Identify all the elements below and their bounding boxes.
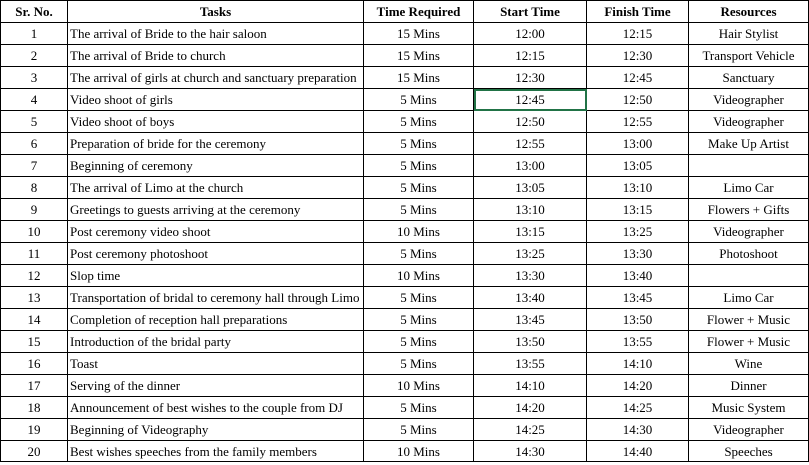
task-cell[interactable]: Greetings to guests arriving at the ceremony xyxy=(68,199,364,221)
table-row xyxy=(1,45,809,67)
resource-cell[interactable]: Speeches xyxy=(689,441,809,463)
time-required-cell[interactable]: 10 Mins xyxy=(364,441,474,463)
table-row xyxy=(1,397,809,419)
resource-cell[interactable]: Make Up Artist xyxy=(689,133,809,155)
resource-cell[interactable]: Flower + Music xyxy=(689,309,809,331)
resource-cell[interactable]: Flower + Music xyxy=(689,331,809,353)
table-row xyxy=(1,89,809,111)
finish-time-cell[interactable]: 14:20 xyxy=(587,375,689,397)
task-cell[interactable]: The arrival of girls at church and sanctuary preparation xyxy=(68,67,364,89)
task-cell[interactable]: The arrival of Bride to church xyxy=(68,45,364,67)
resource-cell[interactable] xyxy=(689,265,809,287)
time-required-cell[interactable]: 5 Mins xyxy=(364,133,474,155)
finish-time-cell[interactable]: 13:15 xyxy=(587,199,689,221)
task-cell[interactable]: Post ceremony video shoot xyxy=(68,221,364,243)
table-row xyxy=(1,23,809,45)
time-required-cell[interactable]: 10 Mins xyxy=(364,375,474,397)
start-time-cell[interactable]: 14:30 xyxy=(474,441,587,463)
resource-cell[interactable]: Hair Stylist xyxy=(689,23,809,45)
resource-cell[interactable]: Limo Car xyxy=(689,287,809,309)
finish-time-cell[interactable]: 13:45 xyxy=(587,287,689,309)
finish-time-cell[interactable]: 13:10 xyxy=(587,177,689,199)
task-cell[interactable]: Post ceremony photoshoot xyxy=(68,243,364,265)
table-row xyxy=(1,67,809,89)
start-time-cell[interactable]: 12:55 xyxy=(474,133,587,155)
time-required-cell[interactable]: 5 Mins xyxy=(364,397,474,419)
resource-cell[interactable] xyxy=(689,155,809,177)
task-cell[interactable]: Introduction of the bridal party xyxy=(68,331,364,353)
task-cell[interactable]: The arrival of Limo at the church xyxy=(68,177,364,199)
table-row xyxy=(1,221,809,243)
next-row-edge xyxy=(0,461,809,465)
finish-time-cell[interactable]: 13:30 xyxy=(587,243,689,265)
resource-cell[interactable]: Photoshoot xyxy=(689,243,809,265)
sr-no-cell[interactable]: 12 xyxy=(1,265,68,287)
start-time-cell[interactable]: 13:40 xyxy=(474,287,587,309)
sr-no-cell[interactable]: 13 xyxy=(1,287,68,309)
time-required-cell[interactable]: 5 Mins xyxy=(364,353,474,375)
finish-time-cell[interactable]: 12:50 xyxy=(587,89,689,111)
time-required-cell[interactable]: 5 Mins xyxy=(364,111,474,133)
finish-time-cell[interactable]: 13:55 xyxy=(587,331,689,353)
start-time-cell[interactable]: 12:00 xyxy=(474,23,587,45)
finish-time-cell[interactable]: 14:10 xyxy=(587,353,689,375)
time-required-cell[interactable]: 10 Mins xyxy=(364,221,474,243)
start-time-cell[interactable]: 13:30 xyxy=(474,265,587,287)
resource-cell[interactable]: Limo Car xyxy=(689,177,809,199)
task-cell[interactable]: Video shoot of boys xyxy=(68,111,364,133)
sr-no-cell[interactable]: 5 xyxy=(1,111,68,133)
time-required-cell[interactable]: 15 Mins xyxy=(364,45,474,67)
start-time-cell[interactable]: 13:45 xyxy=(474,309,587,331)
time-required-cell[interactable]: 15 Mins xyxy=(364,23,474,45)
table-row xyxy=(1,375,809,397)
start-time-cell[interactable]: 13:05 xyxy=(474,177,587,199)
task-cell[interactable]: Best wishes speeches from the family members xyxy=(68,441,364,463)
resource-cell[interactable]: Wine xyxy=(689,353,809,375)
sr-no-cell[interactable]: 17 xyxy=(1,375,68,397)
task-cell[interactable]: Transportation of bridal to ceremony hall through Limo xyxy=(68,287,364,309)
header-tasks[interactable]: Tasks xyxy=(68,1,364,23)
time-required-cell[interactable]: 5 Mins xyxy=(364,177,474,199)
task-cell[interactable]: Serving of the dinner xyxy=(68,375,364,397)
task-cell[interactable]: Beginning of Videography xyxy=(68,419,364,441)
finish-time-cell[interactable]: 12:15 xyxy=(587,23,689,45)
resource-cell[interactable]: Dinner xyxy=(689,375,809,397)
time-required-cell[interactable]: 5 Mins xyxy=(364,331,474,353)
time-required-cell[interactable]: 5 Mins xyxy=(364,243,474,265)
start-time-cell[interactable]: 13:55 xyxy=(474,353,587,375)
finish-time-cell[interactable]: 13:25 xyxy=(587,221,689,243)
sr-no-cell[interactable]: 8 xyxy=(1,177,68,199)
table-row xyxy=(1,353,809,375)
task-cell[interactable]: Toast xyxy=(68,353,364,375)
start-time-cell[interactable]: 14:10 xyxy=(474,375,587,397)
start-time-cell-selected[interactable]: 12:45 xyxy=(474,89,587,111)
start-time-cell[interactable]: 13:25 xyxy=(474,243,587,265)
time-required-cell[interactable]: 5 Mins xyxy=(364,89,474,111)
header-finish-time[interactable]: Finish Time xyxy=(587,1,689,23)
table-row xyxy=(1,331,809,353)
start-time-cell[interactable]: 13:50 xyxy=(474,331,587,353)
header-start-time[interactable]: Start Time xyxy=(474,1,587,23)
header-resources[interactable]: Resources xyxy=(689,1,809,23)
sr-no-cell[interactable]: 3 xyxy=(1,67,68,89)
start-time-cell[interactable]: 13:10 xyxy=(474,199,587,221)
start-time-cell[interactable]: 14:20 xyxy=(474,397,587,419)
time-required-cell[interactable]: 5 Mins xyxy=(364,199,474,221)
sr-no-cell[interactable]: 20 xyxy=(1,441,68,463)
task-cell[interactable]: Slop time xyxy=(68,265,364,287)
resource-cell[interactable]: Videographer xyxy=(689,111,809,133)
time-required-cell[interactable]: 5 Mins xyxy=(364,287,474,309)
sr-no-cell[interactable]: 19 xyxy=(1,419,68,441)
table-row xyxy=(1,419,809,441)
task-cell[interactable]: Beginning of ceremony xyxy=(68,155,364,177)
task-cell[interactable]: Completion of reception hall preparations xyxy=(68,309,364,331)
start-time-cell[interactable]: 12:50 xyxy=(474,111,587,133)
table-row xyxy=(1,177,809,199)
sr-no-cell[interactable]: 18 xyxy=(1,397,68,419)
table-row xyxy=(1,111,809,133)
sr-no-cell[interactable]: 6 xyxy=(1,133,68,155)
header-time-required[interactable]: Time Required xyxy=(364,1,474,23)
table-row xyxy=(1,155,809,177)
sr-no-cell[interactable]: 7 xyxy=(1,155,68,177)
sr-no-cell[interactable]: 4 xyxy=(1,89,68,111)
sr-no-cell[interactable]: 11 xyxy=(1,243,68,265)
resource-cell[interactable]: Videographer xyxy=(689,221,809,243)
resource-cell[interactable]: Sanctuary xyxy=(689,67,809,89)
header-row xyxy=(1,1,809,23)
time-required-cell[interactable]: 10 Mins xyxy=(364,265,474,287)
sr-no-cell[interactable]: 9 xyxy=(1,199,68,221)
resource-cell[interactable]: Videographer xyxy=(689,419,809,441)
task-cell[interactable]: The arrival of Bride to the hair saloon xyxy=(68,23,364,45)
finish-time-cell[interactable]: 13:05 xyxy=(587,155,689,177)
finish-time-cell[interactable]: 13:40 xyxy=(587,265,689,287)
finish-time-cell[interactable]: 14:40 xyxy=(587,441,689,463)
sr-no-cell[interactable]: 2 xyxy=(1,45,68,67)
finish-time-cell[interactable]: 13:00 xyxy=(587,133,689,155)
resource-cell[interactable]: Music System xyxy=(689,397,809,419)
table-row xyxy=(1,309,809,331)
finish-time-cell[interactable]: 12:45 xyxy=(587,67,689,89)
time-required-cell[interactable]: 5 Mins xyxy=(364,155,474,177)
sr-no-cell[interactable]: 15 xyxy=(1,331,68,353)
sr-no-cell[interactable]: 16 xyxy=(1,353,68,375)
start-time-cell[interactable]: 13:00 xyxy=(474,155,587,177)
sr-no-cell[interactable]: 14 xyxy=(1,309,68,331)
finish-time-cell[interactable]: 12:30 xyxy=(587,45,689,67)
table-row xyxy=(1,199,809,221)
start-time-cell[interactable]: 12:15 xyxy=(474,45,587,67)
sr-no-cell[interactable]: 10 xyxy=(1,221,68,243)
finish-time-cell[interactable]: 13:50 xyxy=(587,309,689,331)
table-row xyxy=(1,243,809,265)
resource-cell[interactable]: Transport Vehicle xyxy=(689,45,809,67)
table-body xyxy=(1,23,809,463)
time-required-cell[interactable]: 15 Mins xyxy=(364,67,474,89)
sr-no-cell[interactable]: 1 xyxy=(1,23,68,45)
start-time-cell[interactable]: 12:30 xyxy=(474,67,587,89)
table-row xyxy=(1,265,809,287)
finish-time-cell[interactable]: 12:55 xyxy=(587,111,689,133)
table-row xyxy=(1,133,809,155)
table-row xyxy=(1,441,809,463)
time-required-cell[interactable]: 5 Mins xyxy=(364,419,474,441)
task-cell[interactable]: Video shoot of girls xyxy=(68,89,364,111)
time-required-cell[interactable]: 5 Mins xyxy=(364,309,474,331)
task-cell[interactable]: Announcement of best wishes to the couple from DJ xyxy=(68,397,364,419)
table-row xyxy=(1,287,809,309)
finish-time-cell[interactable]: 14:25 xyxy=(587,397,689,419)
start-time-cell[interactable]: 13:15 xyxy=(474,221,587,243)
start-time-cell[interactable]: 14:25 xyxy=(474,419,587,441)
task-cell[interactable]: Preparation of bride for the ceremony xyxy=(68,133,364,155)
finish-time-cell[interactable]: 14:30 xyxy=(587,419,689,441)
header-sr-no[interactable]: Sr. No. xyxy=(1,1,68,23)
resource-cell[interactable]: Flowers + Gifts xyxy=(689,199,809,221)
resource-cell[interactable]: Videographer xyxy=(689,89,809,111)
